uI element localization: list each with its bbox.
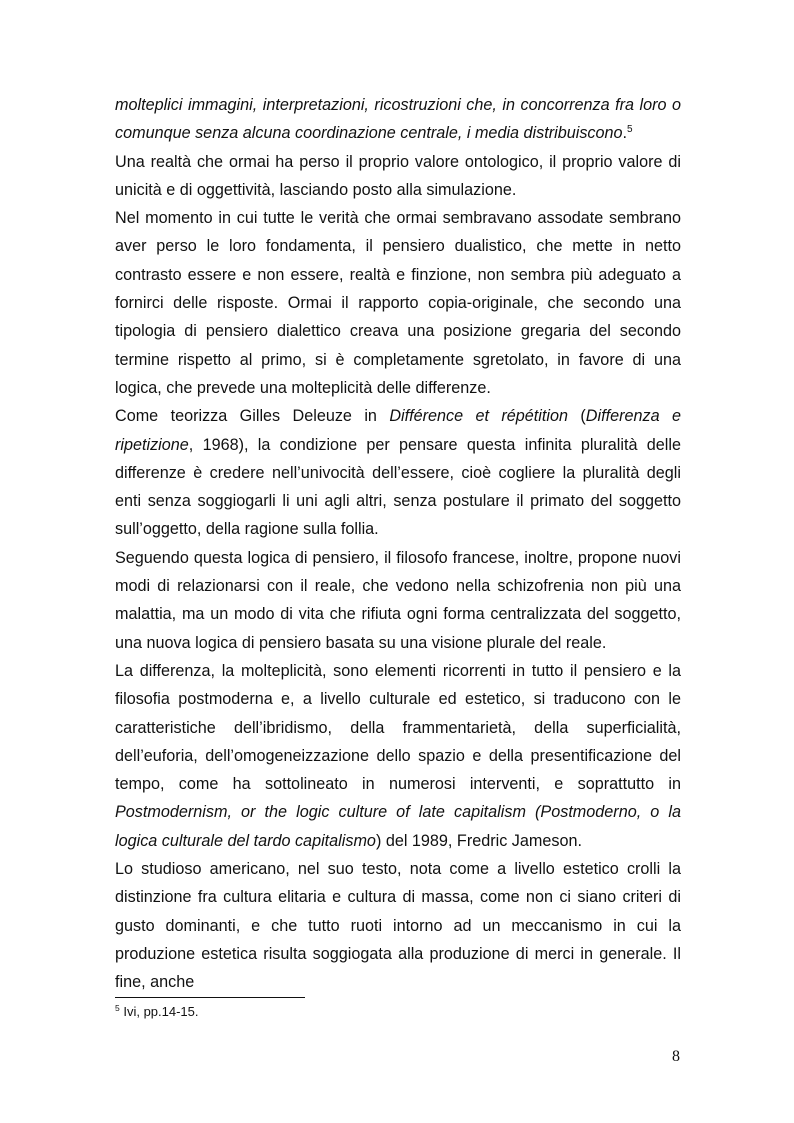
footnote-text: Ivi, pp.14-15. <box>119 1004 199 1019</box>
text-run: La differenza, la molteplicità, sono elementi ricorrenti in tutto il pensiero e la filosofia postmoderna e, a livello culturale ed estetico, si traducono con le caratteristiche dell’ibridismo, della frammentarietà, della superficialità, dell’euforia, dell’omogeneizzazione dello spazio e della presentificazione del tempo, come ha sottolineato in numerosi interventi, e soprattutto in <box>115 661 681 794</box>
quotation-end: . <box>622 124 628 143</box>
text-run: Come teorizza Gilles Deleuze in <box>115 407 390 426</box>
paragraph-1 <box>115 91 681 148</box>
footnote <box>115 1003 199 1021</box>
paragraph-6 <box>115 657 681 855</box>
paragraph-3: Nel momento in cui tutte le verità che ormai sembravano assodate sembrano aver perso le loro fondamenta, il pensiero dualistico, che mette in netto contrasto essere e non essere, realtà e finzione, non sembra più adeguato a fornirci delle risposte. Ormai il rapporto copia-originale, che secondo una tipologia di pensiero dialettico creava una posizione gregaria del secondo termine rispetto al primo, si è completamente sgretolato, in favore di una logica, che prevede una molteplicità delle differenze. <box>115 209 681 397</box>
page-number: 8 <box>672 1048 680 1065</box>
paragraph-2: Una realtà che ormai ha perso il proprio valore ontologico, il proprio valore di unicità e di oggettività, lasciando posto alla simulazione. <box>115 152 681 199</box>
text-run: , 1968), la condizione per pensare questa infinita pluralità delle differenze è credere nell’univocità dell’essere, cioè cogliere la pluralità degli enti senza soggiogarli li uni agli altri, senza postulare il primato del soggetto sull’oggetto, della ragione sulla follia. <box>115 435 681 539</box>
paragraph-4 <box>115 402 681 543</box>
book-title: Postmodernism, or the logic culture of late capitalism (Postmoderno, o la logica culturale del tardo capitalismo <box>115 803 681 850</box>
book-title: Différence et répétition <box>389 407 568 426</box>
quotation: molteplici immagini, interpretazioni, ricostruzioni che, in concorrenza fra loro o comunque senza alcuna coordinazione centrale, i media distribuiscono <box>115 96 681 143</box>
footnote-separator <box>115 997 305 998</box>
footnote-number: 5 <box>115 1003 120 1013</box>
text-run: ( <box>568 407 586 426</box>
paragraph-7: Lo studioso americano, nel suo testo, nota come a livello estetico crolli la distinzione fra cultura elitaria e cultura di massa, come non ci siano criteri di gusto dominanti, e che tutto ruoti intorno ad un meccanismo in cui la produzione estetica risulta soggiogata alla produzione di merci in generale. Il fine, anche <box>115 860 681 992</box>
paragraph-5: Seguendo questa logica di pensiero, il filosofo francese, inoltre, propone nuovi modi di relazionarsi con il reale, che vedono nella schizofrenia non più una malattia, ma un modo di vita che rifiuta ogni forma centralizzata del soggetto, una nuova logica di pensiero basata su una visione plurale del reale. <box>115 548 681 652</box>
book-title-translation: Differenza e ripetizione <box>115 407 681 454</box>
body-text <box>115 91 681 997</box>
text-run: ) del 1989, Fredric Jameson. <box>375 831 582 850</box>
footnote-ref: 5 <box>627 124 633 136</box>
